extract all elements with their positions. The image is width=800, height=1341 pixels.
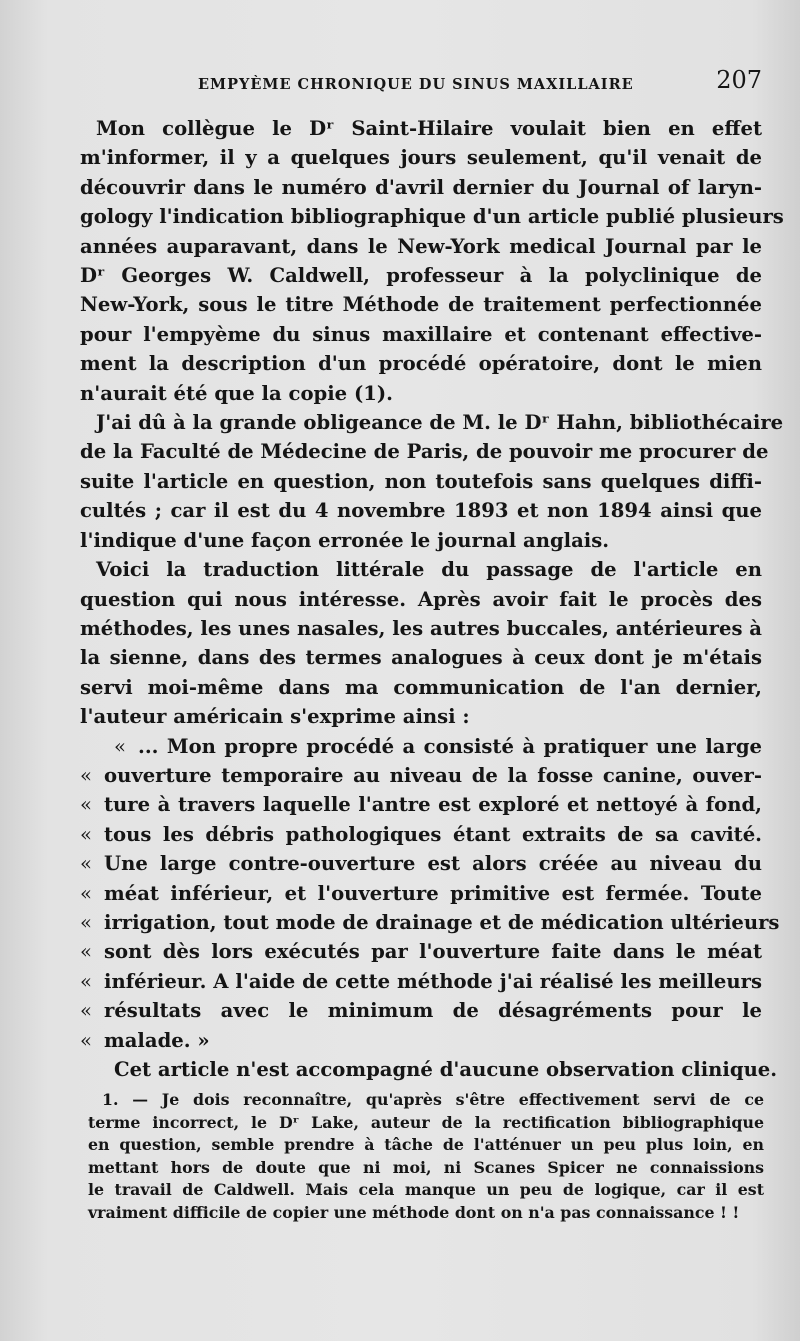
page-header bbox=[80, 66, 762, 100]
text-line: New-York, sous le titre Méthode de traitement perfectionnée bbox=[80, 293, 762, 317]
quote-text: malade. » bbox=[104, 1028, 210, 1052]
text-line: question qui nous intéresse. Après avoir fait le procès des bbox=[80, 587, 762, 611]
quote-text: sont dès lors exécutés par l'ouverture faite dans le méat bbox=[104, 940, 762, 964]
quote-text: résultats avec le minimum de désagréments pour le bbox=[104, 999, 762, 1023]
quote-text: irrigation, tout mode de drainage et de médication ultérieurs bbox=[104, 910, 780, 934]
text-line: pour l'empyème du sinus maxillaire et contenant effective- bbox=[80, 322, 762, 346]
footnote-line: en question, semble prendre à tâche de l'atténuer un peu plus loin, en bbox=[88, 1135, 764, 1154]
text-line: méthodes, les unes nasales, les autres buccales, antérieures à bbox=[80, 616, 762, 640]
page-number: 207 bbox=[716, 66, 762, 94]
quote-line bbox=[80, 996, 762, 1025]
text-line: la sienne, dans des termes analogues à ceux dont je m'étais bbox=[80, 646, 762, 670]
footnote-line: le travail de Caldwell. Mais cela manque un peu de logique, car il est bbox=[88, 1180, 764, 1199]
text-line: Cet article n'est accompagné d'aucune observation clinique. bbox=[114, 1058, 778, 1081]
paragraph-1 bbox=[80, 114, 784, 408]
paragraph-4 bbox=[80, 1055, 778, 1084]
quote-line bbox=[80, 967, 762, 996]
quote-line bbox=[80, 879, 762, 908]
text-line: Dʳ Georges W. Caldwell, professeur à la polyclinique de bbox=[80, 264, 762, 288]
text-line: m'informer, il y a quelques jours seulement, qu'il venait de bbox=[80, 146, 762, 170]
quote-line bbox=[80, 937, 762, 966]
paragraph-3 bbox=[80, 555, 762, 731]
text-line: découvrir dans le numéro d'avril dernier du Journal of laryn- bbox=[80, 175, 762, 199]
text-line: Voici la traduction littérale du passage de l'article en bbox=[96, 558, 762, 582]
text-line: l'auteur américain s'exprime ainsi : bbox=[80, 705, 470, 729]
quote-mark: « bbox=[80, 1028, 92, 1052]
quote-text: ture à travers laquelle l'antre est exploré et nettoyé à fond, bbox=[104, 793, 762, 817]
quote-text: tous les débris pathologiques étant extraits de sa cavité. bbox=[104, 822, 762, 846]
text-line: cultés ; car il est du 4 novembre 1893 et non 1894 ainsi que bbox=[80, 499, 762, 523]
quote-line bbox=[80, 790, 762, 819]
footnote-line: vraiment difficile de copier une méthode dont on n'a pas connaissance ! ! bbox=[88, 1202, 740, 1222]
quote-line bbox=[80, 908, 780, 937]
quote-text: Une large contre-ouverture est alors créée au niveau du bbox=[104, 852, 762, 876]
quote-mark: « bbox=[80, 822, 92, 846]
text-line: ment la description d'un procédé opératoire, dont le mien bbox=[80, 352, 762, 376]
quote-text: inférieur. A l'aide de cette méthode j'ai réalisé les meilleurs bbox=[104, 969, 762, 993]
quote-mark: « bbox=[80, 852, 92, 876]
paragraph-2 bbox=[80, 408, 784, 555]
quote-text: ... Mon propre procédé a consisté à pratiquer une large bbox=[138, 734, 762, 758]
quote-line bbox=[80, 849, 762, 878]
quote-mark: « bbox=[80, 793, 92, 817]
quote-line bbox=[80, 1026, 762, 1055]
quote-mark: « bbox=[114, 734, 126, 758]
text-line: J'ai dû à la grande obligeance de M. le Dʳ Hahn, bibliothécaire bbox=[96, 411, 784, 435]
text-line: suite l'article en question, non toutefois sans quelques diffi- bbox=[80, 469, 762, 493]
running-title: EMPYÈME CHRONIQUE DU SINUS MAXILLAIRE bbox=[198, 76, 634, 93]
quote-mark: « bbox=[80, 969, 92, 993]
text-line: l'indique d'une façon erronée le journal anglais. bbox=[80, 528, 610, 552]
quote-mark: « bbox=[80, 999, 92, 1023]
quote-mark: « bbox=[80, 910, 92, 934]
text-line: gology l'indication bibliographique d'un article publié plusieurs bbox=[80, 205, 784, 229]
text-line: n'aurait été que la copie (1). bbox=[80, 381, 393, 405]
text-line: Mon collègue le Dʳ Saint-Hilaire voulait bien en effet bbox=[96, 117, 762, 140]
quote-line bbox=[80, 732, 762, 761]
text-line: années auparavant, dans le New-York medical Journal par le bbox=[80, 234, 762, 258]
quote-text: méat inférieur, et l'ouverture primitive est fermée. Toute bbox=[104, 881, 762, 905]
footnote bbox=[88, 1089, 764, 1224]
footnote-line: 1. — Je dois reconnaître, qu'après s'être effectivement servi de ce bbox=[102, 1090, 764, 1109]
quote-mark: « bbox=[80, 881, 92, 905]
quote-mark: « bbox=[80, 763, 92, 787]
quoted-passage bbox=[80, 732, 780, 1055]
quote-line bbox=[80, 761, 762, 790]
quote-line bbox=[80, 820, 762, 849]
quote-text: ouverture temporaire au niveau de la fosse canine, ouver- bbox=[104, 763, 762, 787]
text-line: servi moi-même dans ma communication de l'an dernier, bbox=[80, 675, 762, 699]
text-line: de la Faculté de Médecine de Paris, de pouvoir me procurer de bbox=[80, 440, 769, 464]
body-text bbox=[80, 114, 784, 1084]
footnote-line: terme incorrect, le Dʳ Lake, auteur de la rectification bibliographique bbox=[88, 1112, 764, 1132]
footnote-line: mettant hors de doute que ni moi, ni Scanes Spicer ne connaissions bbox=[88, 1157, 764, 1177]
quote-mark: « bbox=[80, 940, 92, 964]
